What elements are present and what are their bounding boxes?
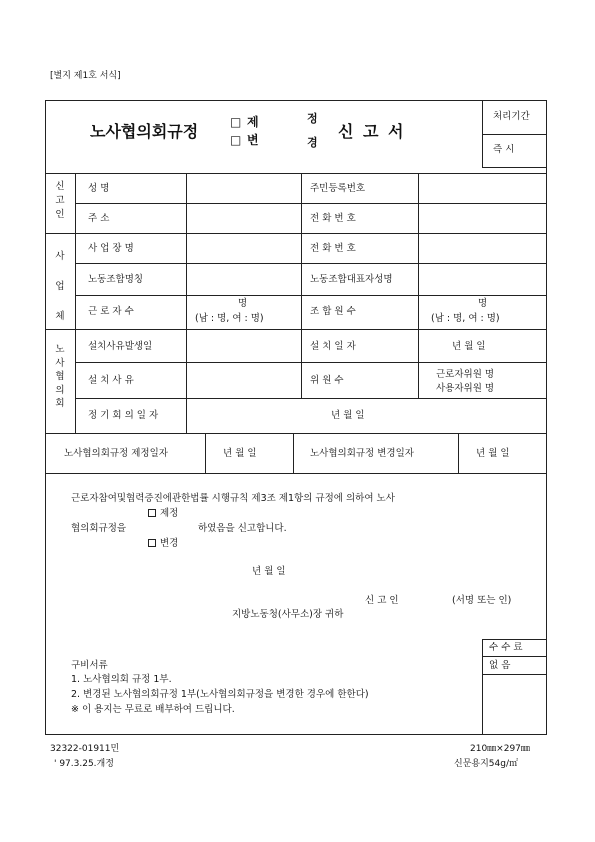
- meeting-date-value: 년 월 일: [331, 410, 365, 421]
- option-enact-label: 제정: [160, 508, 179, 519]
- option-enact-char1: 제: [247, 115, 259, 129]
- label-install-date: 설 치 일 자: [310, 341, 356, 352]
- divider: [75, 203, 547, 204]
- option-change: [148, 539, 178, 549]
- footer-revision: ' 97.3.25.개정: [54, 759, 114, 769]
- attachment-item-1: 1. 노사협의회 규정 1부.: [71, 674, 172, 685]
- divider: [301, 173, 302, 398]
- divider: [482, 656, 547, 657]
- label-committee: 위 원 수: [310, 375, 344, 386]
- section-workplace: 사업체: [55, 251, 65, 322]
- attachments-title: 구비서류: [71, 660, 108, 671]
- footer-code: 32322-01911민: [50, 744, 120, 754]
- form-title-left: 노사협의회규정: [90, 122, 199, 141]
- sign-note: (서명 또는 인): [452, 595, 512, 606]
- processing-period-value: 즉 시: [493, 144, 515, 155]
- label-workers: 근 로 자 수: [88, 306, 134, 317]
- fee-value: 없 음: [489, 660, 511, 671]
- label-members: 조 합 원 수: [310, 306, 356, 317]
- option-enact-char2: 정: [307, 112, 318, 125]
- option-enact: [148, 509, 178, 519]
- divider: [75, 173, 76, 433]
- members-unit: 명: [478, 298, 488, 309]
- option-change-label: 변경: [160, 538, 179, 549]
- change-date-value: 년 월 일: [476, 448, 510, 459]
- divider: [75, 362, 547, 363]
- divider: [75, 263, 547, 264]
- workers-unit: 명: [238, 298, 248, 309]
- install-date-value: 년 월 일: [452, 341, 486, 352]
- divider: [75, 398, 547, 399]
- addressee: 지방노동청(사무소)장 귀하: [232, 609, 344, 620]
- label-name: 성 명: [88, 183, 110, 194]
- employer-members: 사용자위원 명: [436, 383, 495, 394]
- divider: [45, 233, 547, 234]
- option-change-char2: 경: [307, 136, 318, 149]
- section-council: 노사협의회: [55, 344, 65, 409]
- divider: [45, 173, 547, 174]
- divider: [205, 433, 206, 473]
- label-union-name: 노동조합명칭: [88, 274, 144, 285]
- option-change-char1: 변: [247, 133, 259, 147]
- divider: [418, 173, 419, 398]
- label-union-rep: 노동조합대표자성명: [310, 274, 393, 285]
- fee-label: 수 수 료: [489, 642, 523, 653]
- label-establish-date: 설치사유발생일: [88, 341, 153, 352]
- fee-box: [482, 639, 547, 735]
- label-phone-workplace: 전 화 번 호: [310, 243, 356, 254]
- form-title-right: 신 고 서: [338, 122, 406, 141]
- label-change-date: 노사협의회규정 변경일자: [310, 448, 414, 459]
- label-resident-no: 주민등록번호: [310, 183, 366, 194]
- divider: [482, 674, 547, 675]
- processing-period-label: 처리기간: [493, 111, 530, 122]
- attachment-item-2: 2. 변경된 노사협의회규정 1부(노사협의회규정을 변경한 경우에 한한다): [71, 689, 369, 700]
- divider: [45, 433, 547, 434]
- form-number-label: [별지 제1호 서식]: [50, 71, 121, 81]
- label-meeting-date: 정 기 회 의 일 자: [88, 410, 159, 421]
- divider: [293, 433, 294, 473]
- footer-size: 210㎜×297㎜: [470, 744, 530, 754]
- workers-breakdown: (남 : 명, 여 : 명): [195, 313, 264, 324]
- divider: [75, 295, 547, 296]
- divider: [45, 473, 547, 474]
- label-enact-date: 노사협의회규정 제정일자: [64, 448, 168, 459]
- declaration-line2a: 협의회규정을: [71, 523, 127, 534]
- divider: [482, 134, 547, 135]
- label-address: 주 소: [88, 213, 110, 224]
- declaration-line1: 근로자참여및협력증진에관한법률 시행규칙 제3조 제1항의 규정에 의하여 노사: [71, 493, 395, 504]
- label-reason: 설 치 사 유: [88, 375, 134, 386]
- divider: [186, 173, 187, 433]
- label-workplace-name: 사 업 장 명: [88, 243, 134, 254]
- free-distribution-note: ※ 이 용지는 무료로 배부하여 드립니다.: [71, 704, 235, 715]
- divider: [458, 433, 459, 473]
- declaration-date: 년 월 일: [252, 566, 286, 577]
- divider: [45, 329, 547, 330]
- label-phone-reporter: 전 화 번 호: [310, 213, 356, 224]
- declaration-line2b: 하였음을 신고합니다.: [198, 523, 287, 534]
- members-breakdown: (남 : 명, 여 : 명): [431, 313, 500, 324]
- enact-date-value: 년 월 일: [223, 448, 257, 459]
- footer-paper: 신문용지54g/㎡: [454, 759, 518, 769]
- section-reporter: 신고인: [55, 181, 65, 220]
- checkbox-enact[interactable]: [148, 509, 156, 517]
- signer-label: 신 고 인: [365, 595, 399, 606]
- checkbox-change[interactable]: [148, 539, 156, 547]
- option-enact-box: □: [230, 115, 242, 129]
- option-change-box: □: [230, 133, 242, 147]
- worker-members: 근로자위원 명: [436, 369, 495, 380]
